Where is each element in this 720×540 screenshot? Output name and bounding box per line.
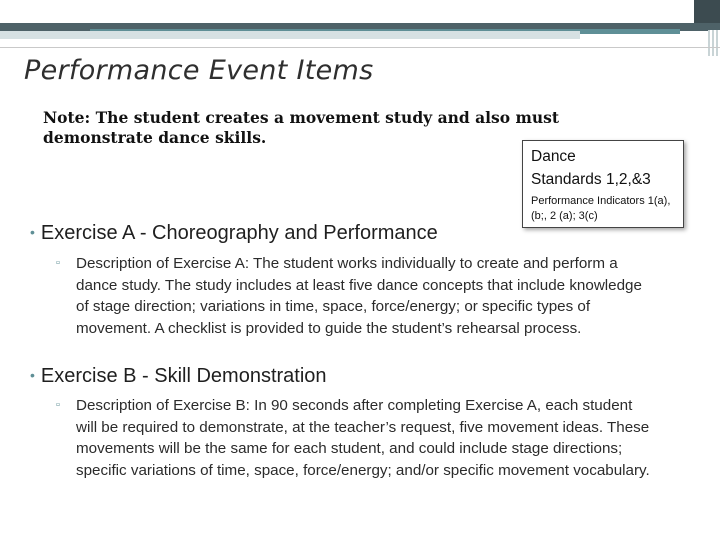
corner-stripes bbox=[708, 30, 720, 56]
sub-bullet-icon: ▫ bbox=[56, 399, 60, 411]
header-bar-light bbox=[0, 31, 580, 39]
bullet-icon: • bbox=[30, 367, 35, 383]
exercise-b-description bbox=[56, 395, 656, 481]
performance-indicators: Performance Indicators 1(a), (b;, 2 (a); 3(c) bbox=[531, 195, 671, 222]
sub-bullet-icon: ▫ bbox=[56, 257, 60, 269]
slide-title: Performance Event Items bbox=[24, 55, 374, 86]
header-divider bbox=[0, 47, 720, 48]
standards-line-1: Dance bbox=[531, 148, 576, 165]
standards-box bbox=[522, 140, 684, 228]
exercise-a-description-text: Description of Exercise A: The student works individually to create and perform a dance study. The study includes at least five dance concepts that include knowledge of stage direction; variations in time, space, force/energy; or specific types of movement. A checklist is provided to guide the student’s rehearsal process. bbox=[76, 255, 642, 337]
note-text: Note: The student creates a movement study and also must demonstrate dance skills. bbox=[43, 108, 560, 147]
exercise-a-heading-text: Exercise A - Choreography and Performance bbox=[40, 222, 438, 244]
exercise-a-heading bbox=[30, 222, 438, 245]
exercise-b-description-text: Description of Exercise B: In 90 seconds after completing Exercise A, each student will be required to demonstrate, at the teacher’s request, five movement ideas. These movements will be the same for each student, and could include stage directions; specific variations of time, space, force/energy; and/or specific movement vocabulary. bbox=[76, 397, 650, 479]
exercise-b-heading-text: Exercise B - Skill Demonstration bbox=[40, 365, 327, 387]
standards-line-2: Standards 1,2,&3 bbox=[531, 171, 651, 188]
exercise-b-heading bbox=[30, 365, 327, 388]
bullet-icon: • bbox=[30, 224, 35, 240]
exercise-a-description bbox=[56, 253, 656, 339]
